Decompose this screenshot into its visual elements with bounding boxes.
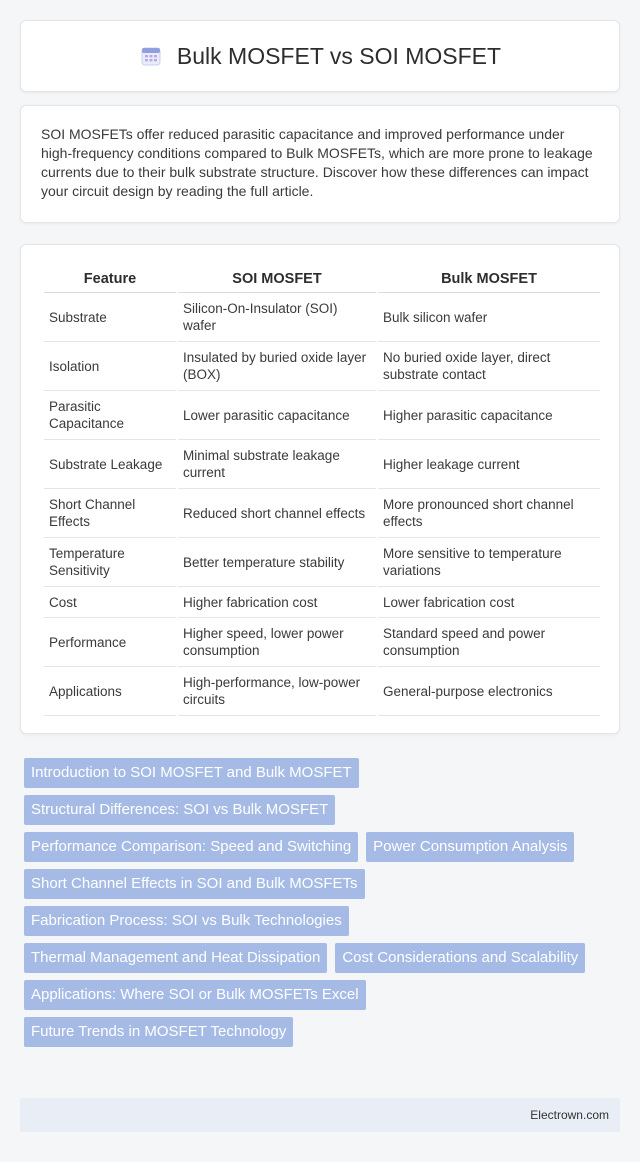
bulk-cell: General-purpose electronics — [378, 667, 600, 716]
topic-link-introduction[interactable]: Introduction to SOI MOSFET and Bulk MOSFET — [24, 758, 359, 788]
column-header-soi: SOI MOSFET — [178, 265, 376, 293]
feature-cell: Short Channel Effects — [44, 489, 176, 538]
comparison-table — [42, 265, 602, 716]
bulk-cell: More pronounced short channel effects — [378, 489, 600, 538]
intro-text: SOI MOSFETs offer reduced parasitic capacitance and improved performance under high-frequency conditions compared to Bulk MOSFETs, which are more prone to leakage currents due to their bulk substrate structure. Discover how these differences can impact your circuit design by reading the full article. — [41, 126, 593, 199]
column-header-bulk: Bulk MOSFET — [378, 265, 600, 293]
title-card — [20, 20, 620, 92]
feature-cell: Isolation — [44, 342, 176, 391]
table-row — [44, 538, 600, 587]
topic-link-structural-differences[interactable]: Structural Differences: SOI vs Bulk MOSFET — [24, 795, 335, 825]
page-title: Bulk MOSFET vs SOI MOSFET — [176, 42, 502, 69]
soi-cell: Higher fabrication cost — [178, 587, 376, 618]
comparison-table-card — [20, 244, 620, 734]
feature-cell: Applications — [44, 667, 176, 716]
soi-cell: Lower parasitic capacitance — [178, 391, 376, 440]
table-row — [44, 489, 600, 538]
soi-cell: Higher speed, lower power consumption — [178, 618, 376, 667]
bulk-cell: Standard speed and power consumption — [378, 618, 600, 667]
bulk-cell: Lower fabrication cost — [378, 587, 600, 618]
bulk-cell: More sensitive to temperature variations — [378, 538, 600, 587]
soi-cell: Reduced short channel effects — [178, 489, 376, 538]
table-row — [44, 587, 600, 618]
bulk-cell: Higher parasitic capacitance — [378, 391, 600, 440]
feature-cell: Parasitic Capacitance — [44, 391, 176, 440]
soi-cell: Minimal substrate leakage current — [178, 440, 376, 489]
table-row — [44, 342, 600, 391]
feature-cell: Substrate — [44, 293, 176, 342]
column-header-feature: Feature — [44, 265, 176, 293]
feature-cell: Performance — [44, 618, 176, 667]
bulk-cell: Higher leakage current — [378, 440, 600, 489]
footer — [20, 1098, 620, 1132]
table-row — [44, 440, 600, 489]
soi-cell: Insulated by buried oxide layer (BOX) — [178, 342, 376, 391]
title-wrap — [139, 43, 501, 70]
topic-link-cost-considerations[interactable]: Cost Considerations and Scalability — [335, 943, 585, 973]
soi-cell: High-performance, low-power circuits — [178, 667, 376, 716]
feature-cell: Substrate Leakage — [44, 440, 176, 489]
table-header-row — [44, 265, 600, 293]
table-row — [44, 391, 600, 440]
bulk-cell: No buried oxide layer, direct substrate contact — [378, 342, 600, 391]
topic-link-performance-comparison[interactable]: Performance Comparison: Speed and Switching — [24, 832, 358, 862]
bulk-cell: Bulk silicon wafer — [378, 293, 600, 342]
intro-card — [20, 105, 620, 223]
soi-cell: Silicon-On-Insulator (SOI) wafer — [178, 293, 376, 342]
topic-link-short-channel-effects[interactable]: Short Channel Effects in SOI and Bulk MOSFETs — [24, 869, 365, 899]
topic-link-thermal-management[interactable]: Thermal Management and Heat Dissipation — [24, 943, 327, 973]
feature-cell: Temperature Sensitivity — [44, 538, 176, 587]
topic-link-fabrication-process[interactable]: Fabrication Process: SOI vs Bulk Technologies — [24, 906, 349, 936]
topic-links — [24, 758, 624, 1047]
topic-link-future-trends[interactable]: Future Trends in MOSFET Technology — [24, 1017, 293, 1047]
table-row — [44, 293, 600, 342]
calendar-icon — [139, 44, 163, 68]
topic-link-applications[interactable]: Applications: Where SOI or Bulk MOSFETs Excel — [24, 980, 366, 1010]
table-row — [44, 667, 600, 716]
feature-cell: Cost — [44, 587, 176, 618]
soi-cell: Better temperature stability — [178, 538, 376, 587]
table-row — [44, 618, 600, 667]
footer-site-name: Electrown.com — [530, 1108, 609, 1122]
topic-link-power-consumption[interactable]: Power Consumption Analysis — [366, 832, 574, 862]
